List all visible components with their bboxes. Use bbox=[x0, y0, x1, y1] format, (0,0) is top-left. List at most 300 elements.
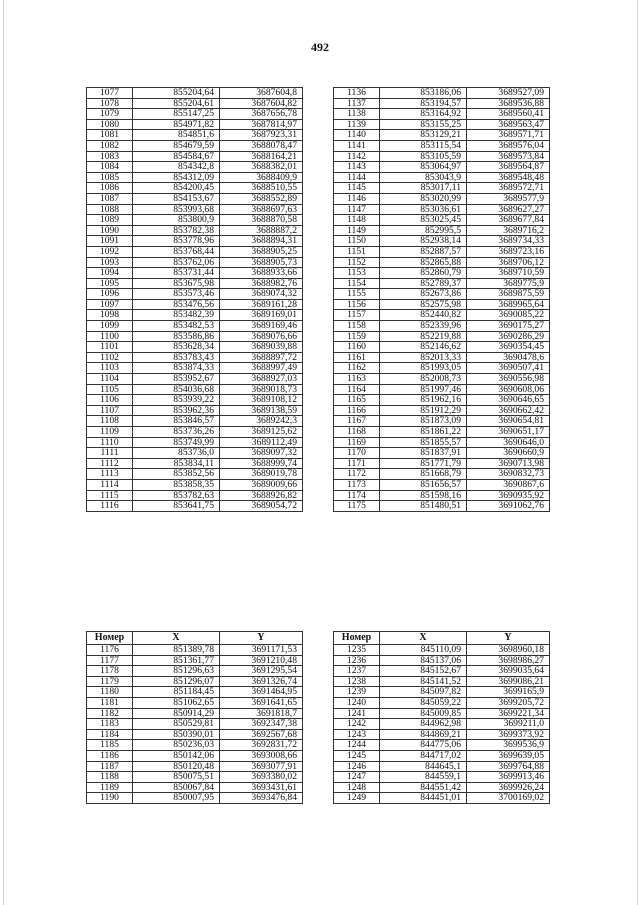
table-row bbox=[334, 793, 550, 804]
table-row bbox=[87, 162, 303, 173]
cell-point-number: 1183 bbox=[87, 719, 133, 730]
coordinates-table-bottom-right bbox=[333, 631, 550, 804]
cell-x-coordinate: 851861,22 bbox=[380, 427, 467, 438]
cell-point-number: 1113 bbox=[87, 469, 133, 480]
cell-y-coordinate: 3689097,32 bbox=[220, 448, 303, 459]
table-row bbox=[334, 331, 550, 342]
cell-y-coordinate: 3688927,03 bbox=[220, 374, 303, 385]
cell-x-coordinate: 854342,8 bbox=[133, 162, 220, 173]
cell-x-coordinate: 852219,88 bbox=[380, 331, 467, 342]
table-row bbox=[87, 109, 303, 120]
cell-point-number: 1190 bbox=[87, 793, 133, 804]
cell-point-number: 1141 bbox=[334, 140, 380, 151]
table-row bbox=[87, 236, 303, 247]
header-x: X bbox=[380, 632, 467, 645]
cell-point-number: 1185 bbox=[87, 740, 133, 751]
cell-x-coordinate: 844551,42 bbox=[380, 782, 467, 793]
cell-point-number: 1139 bbox=[334, 119, 380, 130]
cell-x-coordinate: 853731,44 bbox=[133, 268, 220, 279]
cell-x-coordinate: 853043,9 bbox=[380, 172, 467, 183]
cell-y-coordinate: 3689074,32 bbox=[220, 289, 303, 300]
cell-x-coordinate: 845141,52 bbox=[380, 676, 467, 687]
cell-point-number: 1093 bbox=[87, 257, 133, 268]
table-row bbox=[334, 697, 550, 708]
cell-x-coordinate: 853482,39 bbox=[133, 310, 220, 321]
cell-point-number: 1105 bbox=[87, 384, 133, 395]
cell-x-coordinate: 853852,56 bbox=[133, 469, 220, 480]
cell-point-number: 1241 bbox=[334, 708, 380, 719]
table-row bbox=[87, 119, 303, 130]
cell-point-number: 1166 bbox=[334, 405, 380, 416]
table-row bbox=[87, 268, 303, 279]
cell-y-coordinate: 3690085,22 bbox=[467, 310, 550, 321]
table-row bbox=[334, 395, 550, 406]
table-row bbox=[334, 427, 550, 438]
table-row bbox=[87, 130, 303, 141]
cell-x-coordinate: 853641,75 bbox=[133, 501, 220, 512]
cell-y-coordinate: 3689125,62 bbox=[220, 427, 303, 438]
cell-x-coordinate: 844451,01 bbox=[380, 793, 467, 804]
cell-point-number: 1077 bbox=[87, 88, 133, 99]
cell-x-coordinate: 844869,21 bbox=[380, 729, 467, 740]
cell-y-coordinate: 3690556,98 bbox=[467, 374, 550, 385]
coordinates-table-top-right bbox=[333, 87, 550, 512]
cell-x-coordinate: 851296,63 bbox=[133, 666, 220, 677]
cell-y-coordinate: 3689965,64 bbox=[467, 299, 550, 310]
cell-x-coordinate: 853834,11 bbox=[133, 458, 220, 469]
cell-x-coordinate: 853064,97 bbox=[380, 162, 467, 173]
cell-point-number: 1238 bbox=[334, 676, 380, 687]
table-row bbox=[87, 729, 303, 740]
cell-x-coordinate: 853736,0 bbox=[133, 448, 220, 459]
cell-x-coordinate: 855204,64 bbox=[133, 88, 220, 99]
cell-x-coordinate: 844962,98 bbox=[380, 719, 467, 730]
table-row bbox=[87, 645, 303, 656]
cell-y-coordinate: 3689138,59 bbox=[220, 405, 303, 416]
cell-y-coordinate: 3689677,84 bbox=[467, 215, 550, 226]
cell-point-number: 1173 bbox=[334, 479, 380, 490]
cell-point-number: 1162 bbox=[334, 363, 380, 374]
table-row bbox=[334, 183, 550, 194]
cell-y-coordinate: 3692347,38 bbox=[220, 719, 303, 730]
cell-point-number: 1080 bbox=[87, 119, 133, 130]
cell-point-number: 1188 bbox=[87, 772, 133, 783]
cell-y-coordinate: 3692831,72 bbox=[220, 740, 303, 751]
cell-x-coordinate: 853749,99 bbox=[133, 437, 220, 448]
cell-x-coordinate: 853778,96 bbox=[133, 236, 220, 247]
table-row bbox=[334, 469, 550, 480]
cell-x-coordinate: 850067,84 bbox=[133, 782, 220, 793]
cell-x-coordinate: 853782,38 bbox=[133, 225, 220, 236]
cell-x-coordinate: 852146,62 bbox=[380, 342, 467, 353]
table-row bbox=[87, 719, 303, 730]
table-row bbox=[87, 215, 303, 226]
table-row bbox=[334, 490, 550, 501]
cell-point-number: 1180 bbox=[87, 687, 133, 698]
cell-x-coordinate: 852789,37 bbox=[380, 278, 467, 289]
cell-point-number: 1112 bbox=[87, 458, 133, 469]
cell-y-coordinate: 3689716,2 bbox=[467, 225, 550, 236]
cell-x-coordinate: 854971,82 bbox=[133, 119, 220, 130]
cell-y-coordinate: 3689169,01 bbox=[220, 310, 303, 321]
cell-y-coordinate: 3688382,01 bbox=[220, 162, 303, 173]
table-row bbox=[334, 130, 550, 141]
header-number: Номер bbox=[334, 632, 380, 645]
coordinates-table-bottom-left bbox=[86, 631, 303, 804]
table-row bbox=[334, 437, 550, 448]
cell-y-coordinate: 3690354,45 bbox=[467, 342, 550, 353]
cell-y-coordinate: 3688933,66 bbox=[220, 268, 303, 279]
cell-y-coordinate: 3691326,74 bbox=[220, 676, 303, 687]
cell-x-coordinate: 853783,43 bbox=[133, 352, 220, 363]
cell-y-coordinate: 3688552,89 bbox=[220, 193, 303, 204]
cell-y-coordinate: 3688164,21 bbox=[220, 151, 303, 162]
coordinates-table-top-left bbox=[86, 87, 303, 512]
cell-point-number: 1143 bbox=[334, 162, 380, 173]
cell-point-number: 1137 bbox=[334, 98, 380, 109]
cell-y-coordinate: 3689039,88 bbox=[220, 342, 303, 353]
cell-point-number: 1239 bbox=[334, 687, 380, 698]
cell-x-coordinate: 854679,59 bbox=[133, 140, 220, 151]
cell-y-coordinate: 3693476,84 bbox=[220, 793, 303, 804]
cell-x-coordinate: 853736,26 bbox=[133, 427, 220, 438]
table-row bbox=[334, 88, 550, 99]
cell-point-number: 1182 bbox=[87, 708, 133, 719]
table-row bbox=[334, 448, 550, 459]
table-row bbox=[334, 257, 550, 268]
cell-point-number: 1165 bbox=[334, 395, 380, 406]
cell-x-coordinate: 852339,96 bbox=[380, 321, 467, 332]
table-row bbox=[87, 501, 303, 512]
cell-y-coordinate: 3690651,17 bbox=[467, 427, 550, 438]
cell-point-number: 1160 bbox=[334, 342, 380, 353]
cell-x-coordinate: 851837,91 bbox=[380, 448, 467, 459]
cell-y-coordinate: 3688905,25 bbox=[220, 246, 303, 257]
cell-x-coordinate: 852860,79 bbox=[380, 268, 467, 279]
cell-x-coordinate: 853129,21 bbox=[380, 130, 467, 141]
cell-x-coordinate: 851873,09 bbox=[380, 416, 467, 427]
cell-point-number: 1096 bbox=[87, 289, 133, 300]
cell-y-coordinate: 3688887,2 bbox=[220, 225, 303, 236]
cell-x-coordinate: 852887,57 bbox=[380, 246, 467, 257]
cell-y-coordinate: 3699221,34 bbox=[467, 708, 550, 719]
cell-x-coordinate: 851912,29 bbox=[380, 405, 467, 416]
cell-x-coordinate: 850914,29 bbox=[133, 708, 220, 719]
cell-x-coordinate: 851668,79 bbox=[380, 469, 467, 480]
cell-x-coordinate: 853675,98 bbox=[133, 278, 220, 289]
table-row bbox=[334, 729, 550, 740]
cell-point-number: 1142 bbox=[334, 151, 380, 162]
table-row bbox=[87, 193, 303, 204]
cell-point-number: 1114 bbox=[87, 479, 133, 490]
table-row bbox=[334, 750, 550, 761]
table-row bbox=[87, 98, 303, 109]
cell-point-number: 1161 bbox=[334, 352, 380, 363]
cell-y-coordinate: 3691295,54 bbox=[220, 666, 303, 677]
cell-x-coordinate: 844645,1 bbox=[380, 761, 467, 772]
cell-x-coordinate: 845097,82 bbox=[380, 687, 467, 698]
cell-y-coordinate: 3693008,66 bbox=[220, 750, 303, 761]
cell-point-number: 1174 bbox=[334, 490, 380, 501]
table-row bbox=[87, 257, 303, 268]
cell-y-coordinate: 3698960,18 bbox=[467, 645, 550, 656]
table-row bbox=[334, 352, 550, 363]
cell-point-number: 1087 bbox=[87, 193, 133, 204]
cell-y-coordinate: 3687923,31 bbox=[220, 130, 303, 141]
cell-y-coordinate: 3698986,27 bbox=[467, 655, 550, 666]
table-row bbox=[87, 310, 303, 321]
cell-x-coordinate: 851962,16 bbox=[380, 395, 467, 406]
cell-y-coordinate: 3689723,16 bbox=[467, 246, 550, 257]
cell-y-coordinate: 3690935,92 bbox=[467, 490, 550, 501]
table-row bbox=[87, 395, 303, 406]
cell-x-coordinate: 853939,22 bbox=[133, 395, 220, 406]
cell-x-coordinate: 852575,98 bbox=[380, 299, 467, 310]
cell-y-coordinate: 3689019,78 bbox=[220, 469, 303, 480]
cell-y-coordinate: 3699926,24 bbox=[467, 782, 550, 793]
cell-x-coordinate: 852995,5 bbox=[380, 225, 467, 236]
table-row bbox=[334, 204, 550, 215]
cell-x-coordinate: 845009,85 bbox=[380, 708, 467, 719]
cell-y-coordinate: 3689564,87 bbox=[467, 162, 550, 173]
cell-y-coordinate: 3688905,73 bbox=[220, 257, 303, 268]
table-header-row bbox=[334, 632, 550, 645]
scan-edge-right bbox=[637, 0, 638, 905]
header-x: X bbox=[133, 632, 220, 645]
cell-x-coordinate: 853993,68 bbox=[133, 204, 220, 215]
table-row bbox=[87, 88, 303, 99]
cell-point-number: 1172 bbox=[334, 469, 380, 480]
cell-point-number: 1098 bbox=[87, 310, 133, 321]
table-row bbox=[334, 740, 550, 751]
table-row bbox=[334, 655, 550, 666]
table-row bbox=[87, 676, 303, 687]
table-row bbox=[87, 183, 303, 194]
table-row bbox=[334, 236, 550, 247]
cell-x-coordinate: 854153,67 bbox=[133, 193, 220, 204]
cell-x-coordinate: 853846,57 bbox=[133, 416, 220, 427]
cell-y-coordinate: 3689571,71 bbox=[467, 130, 550, 141]
cell-x-coordinate: 853155,25 bbox=[380, 119, 467, 130]
cell-y-coordinate: 3699035,64 bbox=[467, 666, 550, 677]
cell-x-coordinate: 852865,88 bbox=[380, 257, 467, 268]
cell-point-number: 1245 bbox=[334, 750, 380, 761]
cell-x-coordinate: 853115,54 bbox=[380, 140, 467, 151]
table-row bbox=[334, 458, 550, 469]
table-row bbox=[334, 416, 550, 427]
cell-point-number: 1099 bbox=[87, 321, 133, 332]
cell-x-coordinate: 850529,81 bbox=[133, 719, 220, 730]
cell-point-number: 1147 bbox=[334, 204, 380, 215]
cell-x-coordinate: 855147,25 bbox=[133, 109, 220, 120]
table-row bbox=[87, 331, 303, 342]
table-row bbox=[87, 782, 303, 793]
cell-y-coordinate: 3693077,91 bbox=[220, 761, 303, 772]
scan-edge-left bbox=[3, 0, 4, 905]
cell-point-number: 1177 bbox=[87, 655, 133, 666]
cell-y-coordinate: 3699086,21 bbox=[467, 676, 550, 687]
cell-x-coordinate: 844717,02 bbox=[380, 750, 467, 761]
cell-y-coordinate: 3692567,68 bbox=[220, 729, 303, 740]
cell-point-number: 1236 bbox=[334, 655, 380, 666]
cell-y-coordinate: 3689734,33 bbox=[467, 236, 550, 247]
cell-x-coordinate: 853025,45 bbox=[380, 215, 467, 226]
cell-y-coordinate: 3689563,47 bbox=[467, 119, 550, 130]
cell-x-coordinate: 853762,06 bbox=[133, 257, 220, 268]
cell-x-coordinate: 851997,46 bbox=[380, 384, 467, 395]
cell-point-number: 1109 bbox=[87, 427, 133, 438]
page-number: 492 bbox=[311, 40, 329, 54]
cell-y-coordinate: 3688926,82 bbox=[220, 490, 303, 501]
cell-x-coordinate: 851361,77 bbox=[133, 655, 220, 666]
table-row bbox=[87, 772, 303, 783]
cell-y-coordinate: 3700169,02 bbox=[467, 793, 550, 804]
cell-y-coordinate: 3690660,9 bbox=[467, 448, 550, 459]
table-row bbox=[87, 697, 303, 708]
cell-point-number: 1148 bbox=[334, 215, 380, 226]
cell-y-coordinate: 3688870,58 bbox=[220, 215, 303, 226]
cell-point-number: 1155 bbox=[334, 289, 380, 300]
table-row bbox=[87, 490, 303, 501]
cell-x-coordinate: 853036,61 bbox=[380, 204, 467, 215]
cell-point-number: 1097 bbox=[87, 299, 133, 310]
table-row bbox=[87, 427, 303, 438]
table-row bbox=[334, 342, 550, 353]
table-row bbox=[87, 352, 303, 363]
table-row bbox=[87, 246, 303, 257]
cell-x-coordinate: 851598,16 bbox=[380, 490, 467, 501]
cell-x-coordinate: 851184,45 bbox=[133, 687, 220, 698]
cell-x-coordinate: 853782,63 bbox=[133, 490, 220, 501]
cell-point-number: 1110 bbox=[87, 437, 133, 448]
cell-y-coordinate: 3687814,97 bbox=[220, 119, 303, 130]
cell-y-coordinate: 3689577,9 bbox=[467, 193, 550, 204]
cell-point-number: 1106 bbox=[87, 395, 133, 406]
table-row bbox=[334, 225, 550, 236]
cell-point-number: 1243 bbox=[334, 729, 380, 740]
table-row bbox=[87, 321, 303, 332]
cell-point-number: 1179 bbox=[87, 676, 133, 687]
cell-y-coordinate: 3687604,82 bbox=[220, 98, 303, 109]
cell-y-coordinate: 3690646,0 bbox=[467, 437, 550, 448]
cell-y-coordinate: 3688697,63 bbox=[220, 204, 303, 215]
cell-y-coordinate: 3690713,98 bbox=[467, 458, 550, 469]
cell-y-coordinate: 3688078,47 bbox=[220, 140, 303, 151]
table-row bbox=[87, 750, 303, 761]
cell-x-coordinate: 852008,73 bbox=[380, 374, 467, 385]
cell-x-coordinate: 851062,65 bbox=[133, 697, 220, 708]
cell-point-number: 1108 bbox=[87, 416, 133, 427]
cell-y-coordinate: 3687604,8 bbox=[220, 88, 303, 99]
cell-point-number: 1095 bbox=[87, 278, 133, 289]
table-row bbox=[334, 384, 550, 395]
table-row bbox=[334, 193, 550, 204]
table-row bbox=[334, 246, 550, 257]
cell-y-coordinate: 3699764,88 bbox=[467, 761, 550, 772]
cell-point-number: 1149 bbox=[334, 225, 380, 236]
cell-point-number: 1158 bbox=[334, 321, 380, 332]
table-row bbox=[87, 384, 303, 395]
cell-y-coordinate: 3689875,59 bbox=[467, 289, 550, 300]
table-row bbox=[87, 363, 303, 374]
cell-point-number: 1083 bbox=[87, 151, 133, 162]
cell-y-coordinate: 3688982,76 bbox=[220, 278, 303, 289]
cell-x-coordinate: 855204,61 bbox=[133, 98, 220, 109]
cell-y-coordinate: 3690867,6 bbox=[467, 479, 550, 490]
table-row bbox=[334, 772, 550, 783]
cell-point-number: 1168 bbox=[334, 427, 380, 438]
cell-point-number: 1235 bbox=[334, 645, 380, 656]
cell-point-number: 1078 bbox=[87, 98, 133, 109]
table-row bbox=[334, 299, 550, 310]
cell-point-number: 1164 bbox=[334, 384, 380, 395]
cell-point-number: 1150 bbox=[334, 236, 380, 247]
cell-x-coordinate: 851855,57 bbox=[380, 437, 467, 448]
table-row bbox=[334, 98, 550, 109]
table-row bbox=[334, 363, 550, 374]
table-row bbox=[87, 469, 303, 480]
cell-x-coordinate: 853164,92 bbox=[380, 109, 467, 120]
table-row bbox=[87, 761, 303, 772]
cell-point-number: 1116 bbox=[87, 501, 133, 512]
cell-y-coordinate: 3689572,71 bbox=[467, 183, 550, 194]
cell-point-number: 1171 bbox=[334, 458, 380, 469]
table-row bbox=[87, 479, 303, 490]
table-row bbox=[87, 437, 303, 448]
cell-point-number: 1092 bbox=[87, 246, 133, 257]
table-row bbox=[334, 782, 550, 793]
cell-point-number: 1100 bbox=[87, 331, 133, 342]
cell-point-number: 1094 bbox=[87, 268, 133, 279]
cell-point-number: 1103 bbox=[87, 363, 133, 374]
cell-x-coordinate: 853874,33 bbox=[133, 363, 220, 374]
cell-y-coordinate: 3699913,46 bbox=[467, 772, 550, 783]
cell-y-coordinate: 3689627,27 bbox=[467, 204, 550, 215]
table-row bbox=[87, 342, 303, 353]
table-row bbox=[334, 278, 550, 289]
cell-point-number: 1154 bbox=[334, 278, 380, 289]
cell-point-number: 1153 bbox=[334, 268, 380, 279]
table-row bbox=[334, 374, 550, 385]
cell-point-number: 1101 bbox=[87, 342, 133, 353]
table-row bbox=[87, 448, 303, 459]
cell-point-number: 1176 bbox=[87, 645, 133, 656]
table-row bbox=[334, 479, 550, 490]
cell-y-coordinate: 3689710,59 bbox=[467, 268, 550, 279]
cell-point-number: 1152 bbox=[334, 257, 380, 268]
cell-point-number: 1159 bbox=[334, 331, 380, 342]
cell-y-coordinate: 3699373,92 bbox=[467, 729, 550, 740]
table-row bbox=[334, 119, 550, 130]
table-row bbox=[87, 655, 303, 666]
cell-x-coordinate: 851296,07 bbox=[133, 676, 220, 687]
table-row bbox=[87, 225, 303, 236]
table-row bbox=[87, 458, 303, 469]
cell-point-number: 1169 bbox=[334, 437, 380, 448]
cell-y-coordinate: 3689576,04 bbox=[467, 140, 550, 151]
cell-y-coordinate: 3688897,72 bbox=[220, 352, 303, 363]
table-row bbox=[334, 666, 550, 677]
cell-point-number: 1244 bbox=[334, 740, 380, 751]
cell-point-number: 1163 bbox=[334, 374, 380, 385]
cell-point-number: 1247 bbox=[334, 772, 380, 783]
cell-point-number: 1178 bbox=[87, 666, 133, 677]
cell-y-coordinate: 3699211,0 bbox=[467, 719, 550, 730]
cell-x-coordinate: 845137,06 bbox=[380, 655, 467, 666]
cell-x-coordinate: 854851,6 bbox=[133, 130, 220, 141]
cell-x-coordinate: 853858,35 bbox=[133, 479, 220, 490]
cell-point-number: 1136 bbox=[334, 88, 380, 99]
